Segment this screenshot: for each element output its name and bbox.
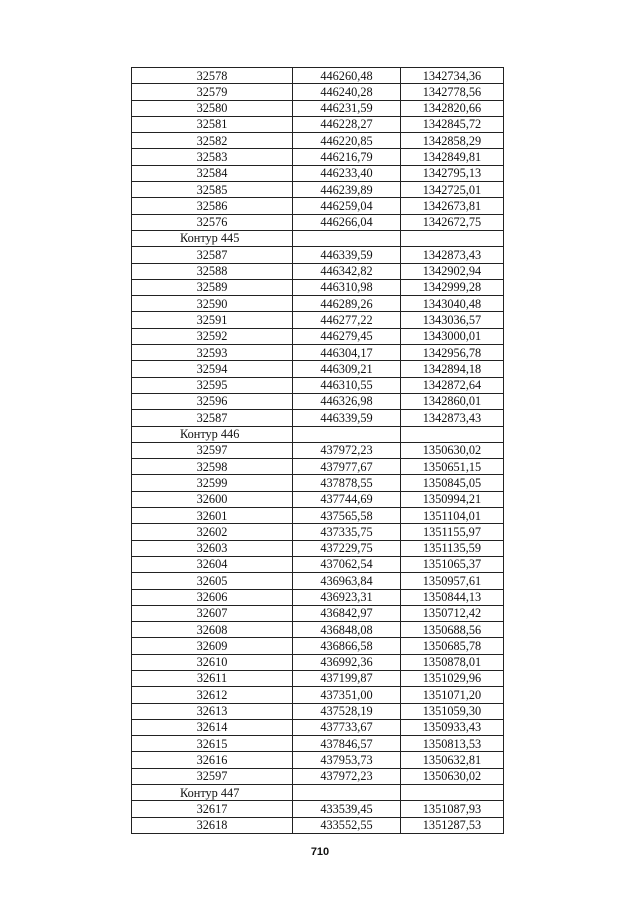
x-coordinate-cell: 446310,98 <box>293 279 401 295</box>
y-coordinate-cell: 1350630,02 <box>401 442 504 458</box>
point-number-cell: 32578 <box>132 68 293 84</box>
y-coordinate-cell: 1351135,59 <box>401 540 504 556</box>
table-row <box>132 165 504 181</box>
y-coordinate-cell: 1342999,28 <box>401 279 504 295</box>
point-number-cell: 32589 <box>132 279 293 295</box>
y-coordinate-cell: 1343040,48 <box>401 296 504 312</box>
point-number-cell: 32615 <box>132 736 293 752</box>
point-number-cell: 32581 <box>132 116 293 132</box>
x-coordinate-cell: 437972,23 <box>293 768 401 784</box>
table-row <box>132 670 504 686</box>
table-row <box>132 475 504 491</box>
table-row <box>132 556 504 572</box>
point-number-cell: 32605 <box>132 573 293 589</box>
point-number-cell: 32618 <box>132 817 293 833</box>
table-row <box>132 263 504 279</box>
x-coordinate-cell: 446220,85 <box>293 133 401 149</box>
table-row <box>132 817 504 833</box>
x-coordinate-cell: 436866,58 <box>293 638 401 654</box>
point-number-cell: 32596 <box>132 393 293 409</box>
table-row <box>132 459 504 475</box>
x-coordinate-cell: 436842,97 <box>293 605 401 621</box>
y-coordinate-cell: 1351029,96 <box>401 670 504 686</box>
point-number-cell: 32593 <box>132 345 293 361</box>
y-coordinate-cell: 1350957,61 <box>401 573 504 589</box>
x-coordinate-cell: 437565,58 <box>293 508 401 524</box>
point-number-cell: 32591 <box>132 312 293 328</box>
table-row <box>132 133 504 149</box>
point-number-cell: 32576 <box>132 214 293 230</box>
y-coordinate-cell: 1351104,01 <box>401 508 504 524</box>
y-coordinate-cell: 1342795,13 <box>401 165 504 181</box>
empty-cell <box>293 426 401 442</box>
x-coordinate-cell: 437335,75 <box>293 524 401 540</box>
point-number-cell: 32582 <box>132 133 293 149</box>
table-row <box>132 703 504 719</box>
x-coordinate-cell: 437744,69 <box>293 491 401 507</box>
point-number-cell: 32583 <box>132 149 293 165</box>
x-coordinate-cell: 446260,48 <box>293 68 401 84</box>
x-coordinate-cell: 446342,82 <box>293 263 401 279</box>
x-coordinate-cell: 437953,73 <box>293 752 401 768</box>
x-coordinate-cell: 436848,08 <box>293 622 401 638</box>
y-coordinate-cell: 1350933,43 <box>401 719 504 735</box>
point-number-cell: 32587 <box>132 247 293 263</box>
contour-label: Контур 447 <box>132 785 293 801</box>
x-coordinate-cell: 437977,67 <box>293 459 401 475</box>
x-coordinate-cell: 446304,17 <box>293 345 401 361</box>
table-row <box>132 752 504 768</box>
point-number-cell: 32604 <box>132 556 293 572</box>
table-row <box>132 768 504 784</box>
y-coordinate-cell: 1342820,66 <box>401 100 504 116</box>
y-coordinate-cell: 1342873,43 <box>401 247 504 263</box>
point-number-cell: 32588 <box>132 263 293 279</box>
x-coordinate-cell: 437199,87 <box>293 670 401 686</box>
point-number-cell: 32594 <box>132 361 293 377</box>
x-coordinate-cell: 437733,67 <box>293 719 401 735</box>
table-row <box>132 182 504 198</box>
x-coordinate-cell: 436923,31 <box>293 589 401 605</box>
y-coordinate-cell: 1342845,72 <box>401 116 504 132</box>
table-row <box>132 801 504 817</box>
table-row <box>132 605 504 621</box>
point-number-cell: 32599 <box>132 475 293 491</box>
table-row <box>132 345 504 361</box>
table-row <box>132 100 504 116</box>
y-coordinate-cell: 1350712,42 <box>401 605 504 621</box>
x-coordinate-cell: 446339,59 <box>293 247 401 263</box>
x-coordinate-cell: 446233,40 <box>293 165 401 181</box>
point-number-cell: 32587 <box>132 410 293 426</box>
table-row <box>132 491 504 507</box>
y-coordinate-cell: 1342672,75 <box>401 214 504 230</box>
x-coordinate-cell: 446277,22 <box>293 312 401 328</box>
table-row <box>132 312 504 328</box>
point-number-cell: 32617 <box>132 801 293 817</box>
table-row <box>132 508 504 524</box>
table-row <box>132 84 504 100</box>
table-row <box>132 296 504 312</box>
contour-header-row <box>132 785 504 801</box>
y-coordinate-cell: 1342860,01 <box>401 393 504 409</box>
y-coordinate-cell: 1350844,13 <box>401 589 504 605</box>
point-number-cell: 32609 <box>132 638 293 654</box>
x-coordinate-cell: 433552,55 <box>293 817 401 833</box>
x-coordinate-cell: 433539,45 <box>293 801 401 817</box>
table-row <box>132 410 504 426</box>
point-number-cell: 32590 <box>132 296 293 312</box>
y-coordinate-cell: 1350630,02 <box>401 768 504 784</box>
point-number-cell: 32597 <box>132 442 293 458</box>
y-coordinate-cell: 1351059,30 <box>401 703 504 719</box>
y-coordinate-cell: 1351065,37 <box>401 556 504 572</box>
point-number-cell: 32585 <box>132 182 293 198</box>
y-coordinate-cell: 1343000,01 <box>401 328 504 344</box>
y-coordinate-cell: 1342902,94 <box>401 263 504 279</box>
empty-cell <box>401 785 504 801</box>
table-row <box>132 361 504 377</box>
point-number-cell: 32600 <box>132 491 293 507</box>
point-number-cell: 32592 <box>132 328 293 344</box>
y-coordinate-cell: 1351071,20 <box>401 687 504 703</box>
table-row <box>132 442 504 458</box>
point-number-cell: 32586 <box>132 198 293 214</box>
point-number-cell: 32598 <box>132 459 293 475</box>
y-coordinate-cell: 1342778,56 <box>401 84 504 100</box>
table-row <box>132 328 504 344</box>
table-row <box>132 377 504 393</box>
y-coordinate-cell: 1351155,97 <box>401 524 504 540</box>
empty-cell <box>293 230 401 246</box>
x-coordinate-cell: 437878,55 <box>293 475 401 491</box>
y-coordinate-cell: 1350994,21 <box>401 491 504 507</box>
y-coordinate-cell: 1350685,78 <box>401 638 504 654</box>
y-coordinate-cell: 1342894,18 <box>401 361 504 377</box>
y-coordinate-cell: 1351087,93 <box>401 801 504 817</box>
y-coordinate-cell: 1350845,05 <box>401 475 504 491</box>
point-number-cell: 32579 <box>132 84 293 100</box>
x-coordinate-cell: 436992,36 <box>293 654 401 670</box>
point-number-cell: 32614 <box>132 719 293 735</box>
y-coordinate-cell: 1342673,81 <box>401 198 504 214</box>
y-coordinate-cell: 1342849,81 <box>401 149 504 165</box>
y-coordinate-cell: 1342725,01 <box>401 182 504 198</box>
coordinates-table-body <box>132 68 504 834</box>
contour-label: Контур 446 <box>132 426 293 442</box>
x-coordinate-cell: 446216,79 <box>293 149 401 165</box>
table-row <box>132 622 504 638</box>
table-row <box>132 214 504 230</box>
point-number-cell: 32610 <box>132 654 293 670</box>
point-number-cell: 32580 <box>132 100 293 116</box>
point-number-cell: 32606 <box>132 589 293 605</box>
x-coordinate-cell: 437351,00 <box>293 687 401 703</box>
point-number-cell: 32611 <box>132 670 293 686</box>
point-number-cell: 32612 <box>132 687 293 703</box>
table-row <box>132 68 504 84</box>
table-row <box>132 573 504 589</box>
y-coordinate-cell: 1350688,56 <box>401 622 504 638</box>
x-coordinate-cell: 437972,23 <box>293 442 401 458</box>
table-row <box>132 654 504 670</box>
x-coordinate-cell: 446309,21 <box>293 361 401 377</box>
x-coordinate-cell: 446228,27 <box>293 116 401 132</box>
point-number-cell: 32603 <box>132 540 293 556</box>
y-coordinate-cell: 1350878,01 <box>401 654 504 670</box>
empty-cell <box>293 785 401 801</box>
point-number-cell: 32602 <box>132 524 293 540</box>
x-coordinate-cell: 437528,19 <box>293 703 401 719</box>
table-row <box>132 393 504 409</box>
x-coordinate-cell: 446239,89 <box>293 182 401 198</box>
table-row <box>132 638 504 654</box>
y-coordinate-cell: 1342956,78 <box>401 345 504 361</box>
table-row <box>132 589 504 605</box>
table-row <box>132 524 504 540</box>
page-number: 710 <box>310 846 330 858</box>
point-number-cell: 32597 <box>132 768 293 784</box>
coordinates-table <box>131 67 504 834</box>
x-coordinate-cell: 446326,98 <box>293 393 401 409</box>
x-coordinate-cell: 437229,75 <box>293 540 401 556</box>
empty-cell <box>401 230 504 246</box>
y-coordinate-cell: 1350632,81 <box>401 752 504 768</box>
x-coordinate-cell: 446266,04 <box>293 214 401 230</box>
table-row <box>132 116 504 132</box>
x-coordinate-cell: 446289,26 <box>293 296 401 312</box>
table-row <box>132 719 504 735</box>
x-coordinate-cell: 446279,45 <box>293 328 401 344</box>
point-number-cell: 32608 <box>132 622 293 638</box>
contour-header-row <box>132 230 504 246</box>
x-coordinate-cell: 436963,84 <box>293 573 401 589</box>
table-row <box>132 247 504 263</box>
table-row <box>132 736 504 752</box>
table-row <box>132 540 504 556</box>
x-coordinate-cell: 446339,59 <box>293 410 401 426</box>
y-coordinate-cell: 1343036,57 <box>401 312 504 328</box>
y-coordinate-cell: 1350813,53 <box>401 736 504 752</box>
x-coordinate-cell: 446310,55 <box>293 377 401 393</box>
y-coordinate-cell: 1342873,43 <box>401 410 504 426</box>
y-coordinate-cell: 1350651,15 <box>401 459 504 475</box>
point-number-cell: 32601 <box>132 508 293 524</box>
point-number-cell: 32616 <box>132 752 293 768</box>
y-coordinate-cell: 1342858,29 <box>401 133 504 149</box>
x-coordinate-cell: 446259,04 <box>293 198 401 214</box>
x-coordinate-cell: 437846,57 <box>293 736 401 752</box>
table-row <box>132 279 504 295</box>
point-number-cell: 32595 <box>132 377 293 393</box>
contour-header-row <box>132 426 504 442</box>
y-coordinate-cell: 1342872,64 <box>401 377 504 393</box>
table-row <box>132 687 504 703</box>
empty-cell <box>401 426 504 442</box>
point-number-cell: 32613 <box>132 703 293 719</box>
point-number-cell: 32584 <box>132 165 293 181</box>
x-coordinate-cell: 446231,59 <box>293 100 401 116</box>
x-coordinate-cell: 446240,28 <box>293 84 401 100</box>
point-number-cell: 32607 <box>132 605 293 621</box>
table-row <box>132 198 504 214</box>
y-coordinate-cell: 1342734,36 <box>401 68 504 84</box>
table-row <box>132 149 504 165</box>
y-coordinate-cell: 1351287,53 <box>401 817 504 833</box>
contour-label: Контур 445 <box>132 230 293 246</box>
x-coordinate-cell: 437062,54 <box>293 556 401 572</box>
